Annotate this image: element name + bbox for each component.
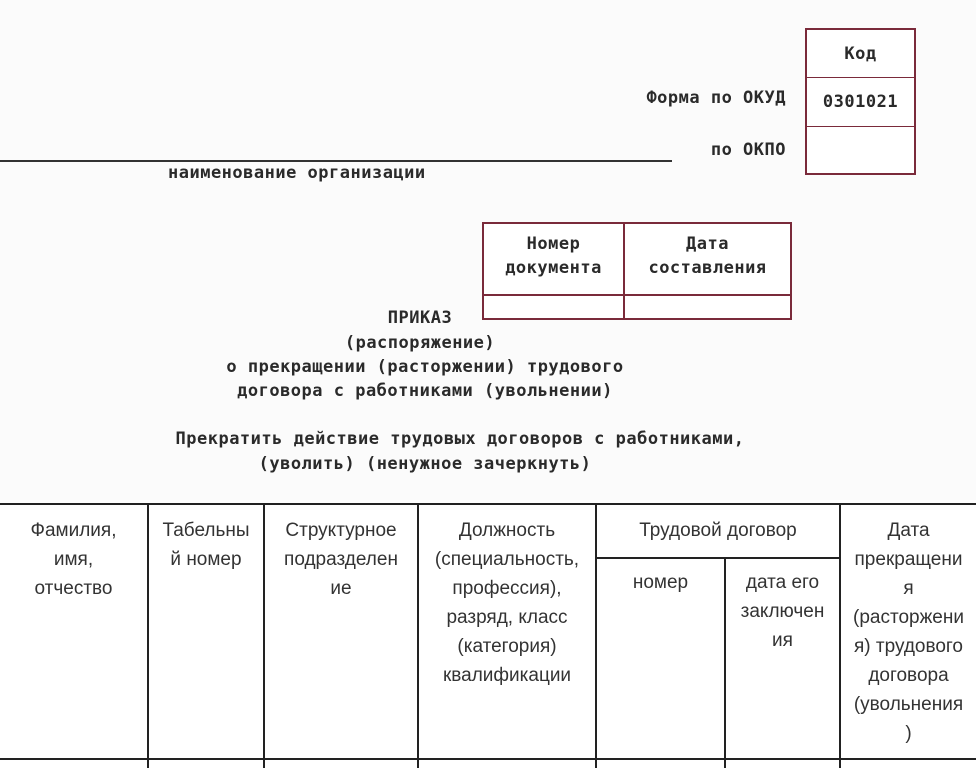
col-header-tab-number	[149, 516, 263, 574]
document-number-header	[484, 232, 623, 280]
col-header-contract-number	[597, 568, 724, 597]
col-header-termination-date	[841, 516, 976, 748]
document-number-header-line1: Номер	[526, 234, 581, 254]
employees-table	[0, 503, 976, 768]
col-header-fio-line: отчество	[34, 578, 113, 599]
instruction-line2: (уволить) (ненужное зачеркнуть)	[258, 454, 592, 474]
col-header-contract-date-line: ия	[772, 630, 793, 651]
col-header-dept-line: ие	[330, 578, 352, 599]
col-header-termination-line: прекращени	[854, 549, 963, 570]
col-header-position	[419, 516, 595, 690]
col-header-termination-line: я	[903, 578, 914, 599]
contract-subheader-border	[595, 557, 839, 559]
col-header-position-line: квалификации	[442, 665, 572, 686]
code-header: Код	[807, 30, 914, 78]
col-header-dept-line: Структурное	[285, 520, 397, 541]
document-date-header-line2: составления	[648, 258, 767, 278]
col-header-department	[265, 516, 417, 603]
organization-caption: наименование организации	[168, 163, 426, 183]
col-header-position-line: разряд, класс	[446, 607, 568, 628]
col-header-position-line: (категория)	[457, 636, 557, 657]
col-header-termination-line: Дата	[887, 520, 930, 541]
col-header-termination-line: )	[905, 723, 912, 744]
col-header-termination-line: (увольнения	[853, 694, 964, 715]
instruction-line1: Прекратить действие трудовых договоров с работниками,	[175, 429, 745, 449]
okpo-code-value	[807, 127, 914, 173]
order-subtitle: (распоряжение)	[344, 333, 496, 353]
col-header-fio-line: Фамилия,	[30, 520, 117, 541]
col-header-position-line: профессия),	[452, 578, 562, 599]
col-header-position-line: (специальность,	[434, 549, 580, 570]
col-header-dept-line: подразделен	[284, 549, 398, 570]
col-header-fio-line: имя,	[53, 549, 94, 570]
col-header-contract-date-line: дата его	[745, 572, 820, 593]
okud-label: Форма по ОКУД	[646, 88, 786, 108]
col-header-contract-date-line: заключен	[740, 601, 825, 622]
document-number-header-line2: документа	[505, 258, 602, 278]
organization-name-line	[0, 160, 672, 162]
col-header-termination-line: (расторжени	[853, 607, 964, 628]
col-header-tab-line: Табельны	[162, 520, 250, 541]
order-title: ПРИКАЗ	[387, 308, 453, 328]
col-header-contract-number-line: номер	[632, 572, 689, 593]
code-box	[805, 28, 916, 175]
document-date-header	[625, 232, 790, 280]
col-header-termination-line: я) трудового	[854, 636, 963, 657]
col-header-position-line: Должность	[458, 520, 556, 541]
col-header-termination-line: договора	[868, 665, 949, 686]
document-number-date-box	[482, 222, 792, 320]
okpo-label: по ОКПО	[710, 140, 786, 160]
col-header-contract-group: Трудовой договор	[639, 520, 797, 541]
order-subject-line1: о прекращении (расторжении) трудового	[226, 357, 624, 377]
col-header-contract-date	[726, 568, 839, 655]
col-header-fio	[0, 516, 147, 603]
okud-code-value: 0301021	[807, 78, 914, 127]
col-header-tab-line: й номер	[170, 549, 242, 570]
doc-box-row-divider	[484, 294, 790, 296]
order-subject-line2: договора с работниками (увольнении)	[237, 381, 613, 401]
document-date-header-line1: Дата	[686, 234, 729, 254]
